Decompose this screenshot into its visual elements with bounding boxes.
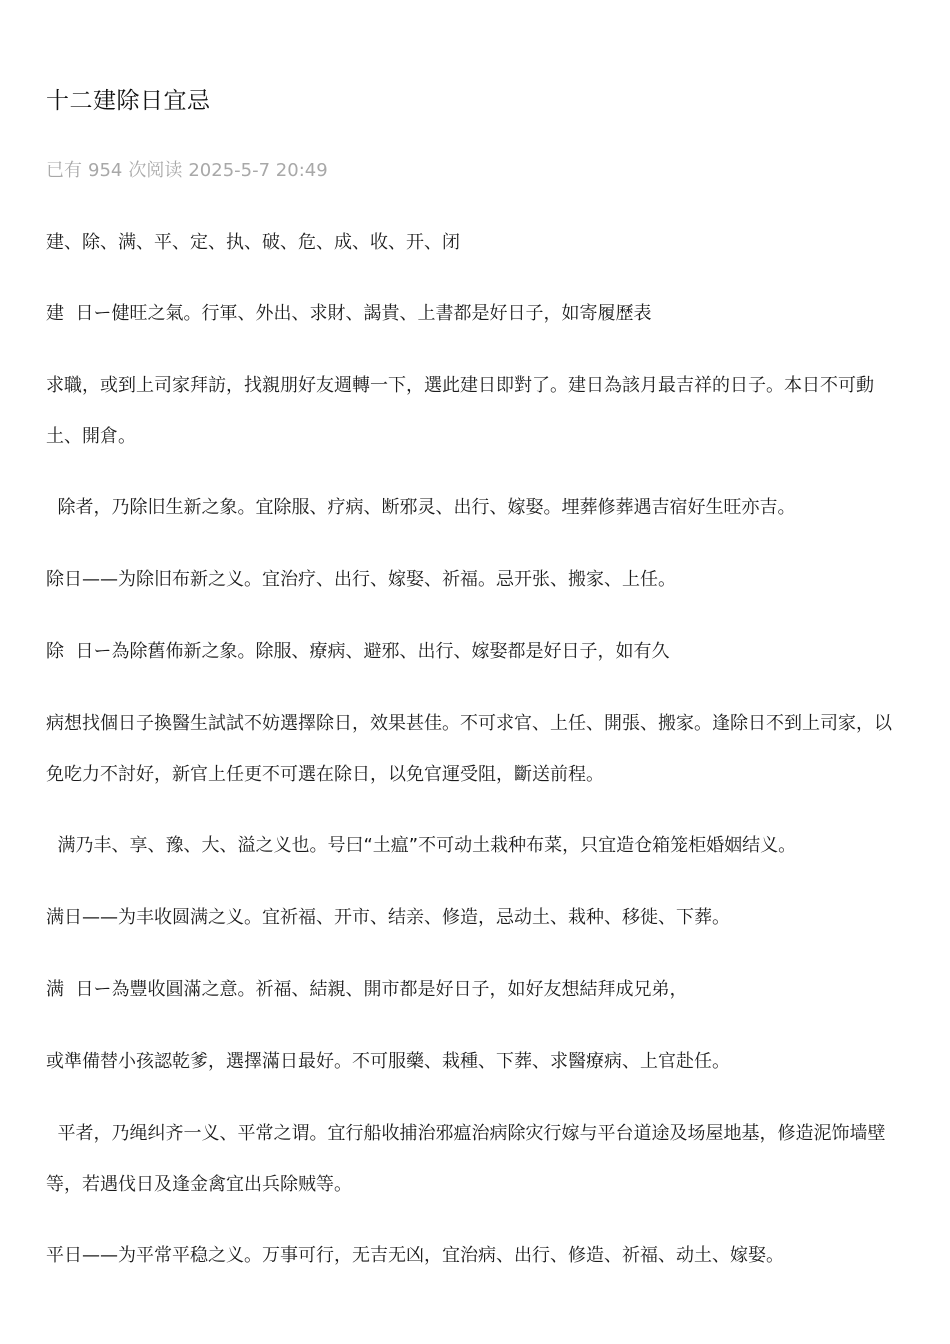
views-prefix: 已有 bbox=[46, 160, 82, 181]
paragraph: 求職，或到上司家拜訪，找親朋好友週轉一下，選此建日即對了。建日為該月最吉祥的日子。本日不可動土、開倉。 bbox=[46, 375, 874, 447]
paragraph: 建、除、满、平、定、执、破、危、成、收、开、闭 bbox=[46, 232, 460, 253]
views-suffix: 次阅读 bbox=[128, 160, 183, 181]
paragraph: 除 日ー為除舊佈新之象。除服、療病、避邪、出行、嫁娶都是好日子，如有久 bbox=[46, 641, 670, 662]
paragraph: 除者，乃除旧生新之象。宜除服、疗病、断邪灵、出行、嫁娶。埋葬修葬遇吉宿好生旺亦吉。 bbox=[46, 497, 796, 518]
paragraph: 或準備替小孩認乾爹，選擇滿日最好。不可服藥、栽種、下葬、求醫療病、上官赴任。 bbox=[46, 1051, 730, 1072]
paragraph: 满 日ー為豐收圓滿之意。祈福、結親、開市都是好日子，如好友想結拜成兄弟， bbox=[46, 979, 688, 1000]
article-meta bbox=[46, 156, 334, 182]
paragraph: 建 日ー健旺之氣。行軍、外出、求財、謁貴、上書都是好日子，如寄履歷表 bbox=[46, 303, 652, 324]
paragraph: 满日——为丰收圆满之义。宜祈福、开市、结亲、修造，忌动土、栽种、移徙、下葬。 bbox=[46, 907, 730, 928]
article-title: 十二建除日宜忌 bbox=[46, 88, 211, 114]
paragraph: 除日——为除旧布新之义。宜治疗、出行、嫁娶、祈福。忌开张、搬家、上任。 bbox=[46, 569, 676, 590]
paragraph: 平日——为平常平稳之义。万事可行，无吉无凶，宜治病、出行、修造、祈福、动土、嫁娶。 bbox=[46, 1245, 784, 1266]
views-count: 954 bbox=[88, 160, 123, 181]
paragraph: 满乃丰、享、豫、大、溢之义也。号曰“土瘟”不可动土栽种布菜，只宜造仓箱笼柜婚姻结义。 bbox=[46, 835, 797, 856]
publish-datetime: 2025-5-7 20:49 bbox=[188, 160, 328, 181]
paragraph: 病想找個日子換醫生試試不妨選擇除日，效果甚佳。不可求官、上任、開張、搬家。逢除日不到上司家，以免吃力不討好，新官上任更不可選在除日，以免官運受阻，斷送前程。 bbox=[46, 713, 892, 785]
paragraph: 平者，乃绳纠齐一义、平常之谓。宜行船收捕治邪瘟治病除灾行嫁与平台道途及场屋地基，修造泥饰墙壁等，若遇伐日及逢金禽宜出兵除贼等。 bbox=[46, 1123, 886, 1195]
